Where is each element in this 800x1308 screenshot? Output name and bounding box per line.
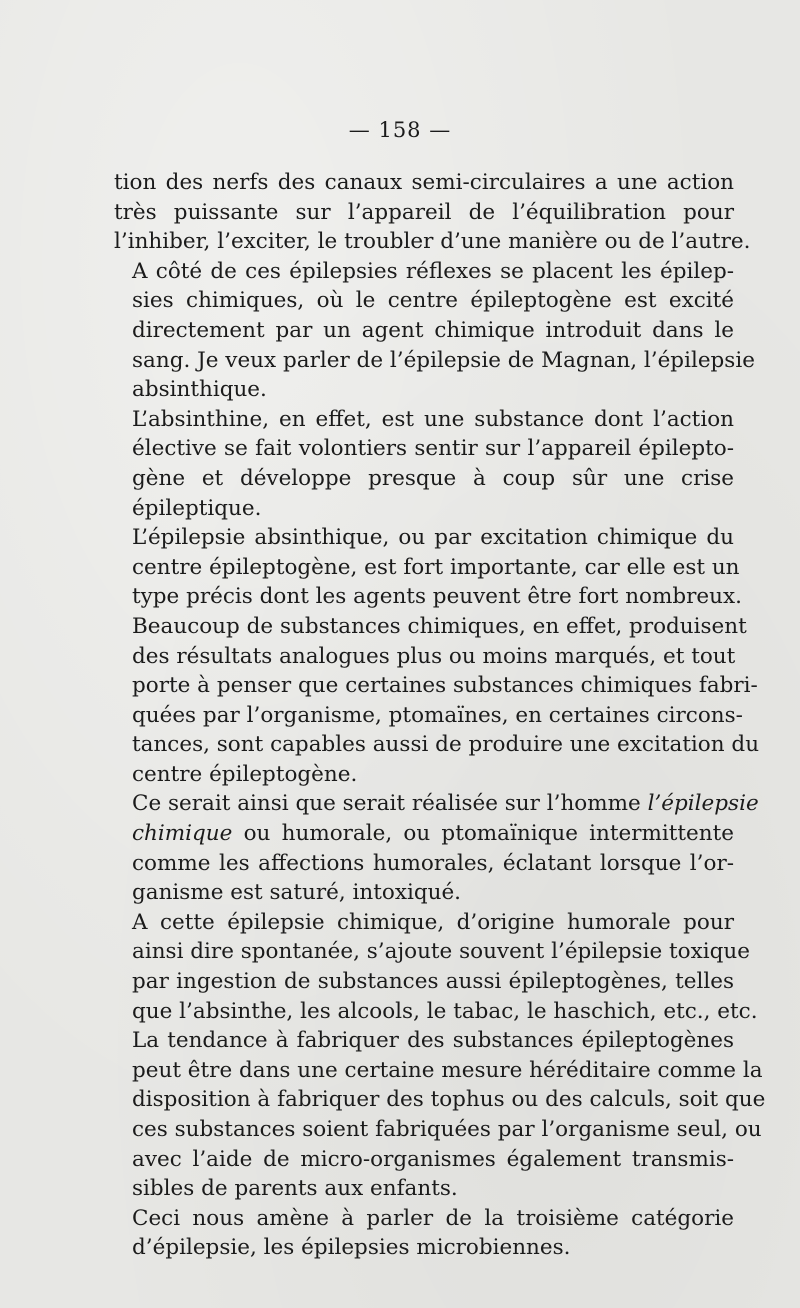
text-line: par ingestion de substances aussi épileptogènes, telles bbox=[132, 969, 734, 995]
text-line: absinthique. bbox=[132, 377, 267, 403]
text-line: La tendance à fabriquer des substances épileptogènes bbox=[132, 1028, 734, 1054]
text-line: Beaucoup de substances chimiques, en effet, produisent bbox=[132, 613, 747, 639]
paragraph bbox=[114, 1204, 734, 1263]
text-line: A côté de ces épilepsies réflexes se placent les épilep- bbox=[132, 258, 734, 284]
body-text bbox=[114, 168, 766, 1263]
text-line: A cette épilepsie chimique, d’origine humorale pour bbox=[132, 909, 734, 935]
text-line: Ce serait ainsi que serait réalisée sur l’homme l’épilepsie bbox=[132, 791, 759, 817]
text-line: peut être dans une certaine mesure héréditaire comme la bbox=[132, 1057, 763, 1083]
paragraph bbox=[114, 908, 758, 1026]
text-line: sies chimiques, où le centre épileptogène est excité bbox=[132, 288, 734, 314]
text-line: ces substances soient fabriquées par l’organisme seul, ou bbox=[132, 1117, 762, 1142]
text-line: très puissante sur l’appareil de l’équilibration pour bbox=[114, 199, 734, 225]
paragraph bbox=[114, 257, 755, 405]
text-line: tion des nerfs des canaux semi-circulaires a une action bbox=[114, 170, 734, 195]
text-line: épileptique. bbox=[132, 495, 262, 521]
text-line: disposition à fabriquer des tophus ou des calculs, soit que bbox=[132, 1087, 766, 1113]
paragraph bbox=[114, 405, 734, 523]
text-line: sibles de parents aux enfants. bbox=[132, 1176, 458, 1202]
text-line: ganisme est saturé, intoxiqué. bbox=[132, 880, 461, 906]
text-line: chimique ou humorale, ou ptomaïnique intermittente bbox=[132, 821, 734, 847]
text-line: élective se fait volontiers sentir sur l’appareil épilepto- bbox=[132, 436, 734, 462]
text-line: porte à penser que certaines substances chimiques fabri- bbox=[132, 673, 758, 699]
page-number: — 158 — bbox=[348, 118, 452, 142]
text-line: gène et développe presque à coup sûr une crise bbox=[132, 465, 734, 491]
text-line: directement par un agent chimique introduit dans le bbox=[132, 317, 734, 343]
paragraph bbox=[114, 789, 759, 907]
text-line: Ceci nous amène à parler de la troisième catégorie bbox=[132, 1205, 734, 1231]
paragraph bbox=[114, 168, 751, 257]
text-line: tances, sont capables aussi de produire une excitation du bbox=[132, 732, 760, 758]
text-line: avec l’aide de micro-organismes également transmis- bbox=[132, 1146, 734, 1172]
text-line: comme les affections humorales, éclatant lorsque l’or- bbox=[132, 850, 734, 876]
text-line: quées par l’organisme, ptomaïnes, en certaines circons- bbox=[132, 702, 743, 728]
text-line: L’absinthine, en effet, est une substance dont l’action bbox=[132, 406, 734, 432]
text-line: centre épileptogène, est fort importante, car elle est un bbox=[132, 554, 740, 580]
text-line: d’épilepsie, les épilepsies microbiennes. bbox=[132, 1235, 571, 1261]
text-line: type précis dont les agents peuvent être fort nombreux. bbox=[132, 584, 742, 610]
text-line: sang. Je veux parler de l’épilepsie de Magnan, l’épilepsie bbox=[132, 347, 755, 373]
text-line: centre épileptogène. bbox=[132, 761, 358, 787]
text-line: des résultats analogues plus ou moins marqués, et tout bbox=[132, 643, 736, 669]
paragraph bbox=[114, 612, 760, 790]
paragraph bbox=[114, 523, 742, 612]
text-line: ainsi dire spontanée, s’ajoute souvent l’épilepsie toxique bbox=[132, 939, 750, 965]
paragraph bbox=[114, 1026, 766, 1204]
text-line: L’épilepsie absinthique, ou par excitation chimique du bbox=[132, 525, 734, 551]
text-line: que l’absinthe, les alcools, le tabac, le haschich, etc., etc. bbox=[132, 998, 758, 1024]
text-line: l’inhiber, l’exciter, le troubler d’une manière ou de l’autre. bbox=[114, 229, 751, 255]
